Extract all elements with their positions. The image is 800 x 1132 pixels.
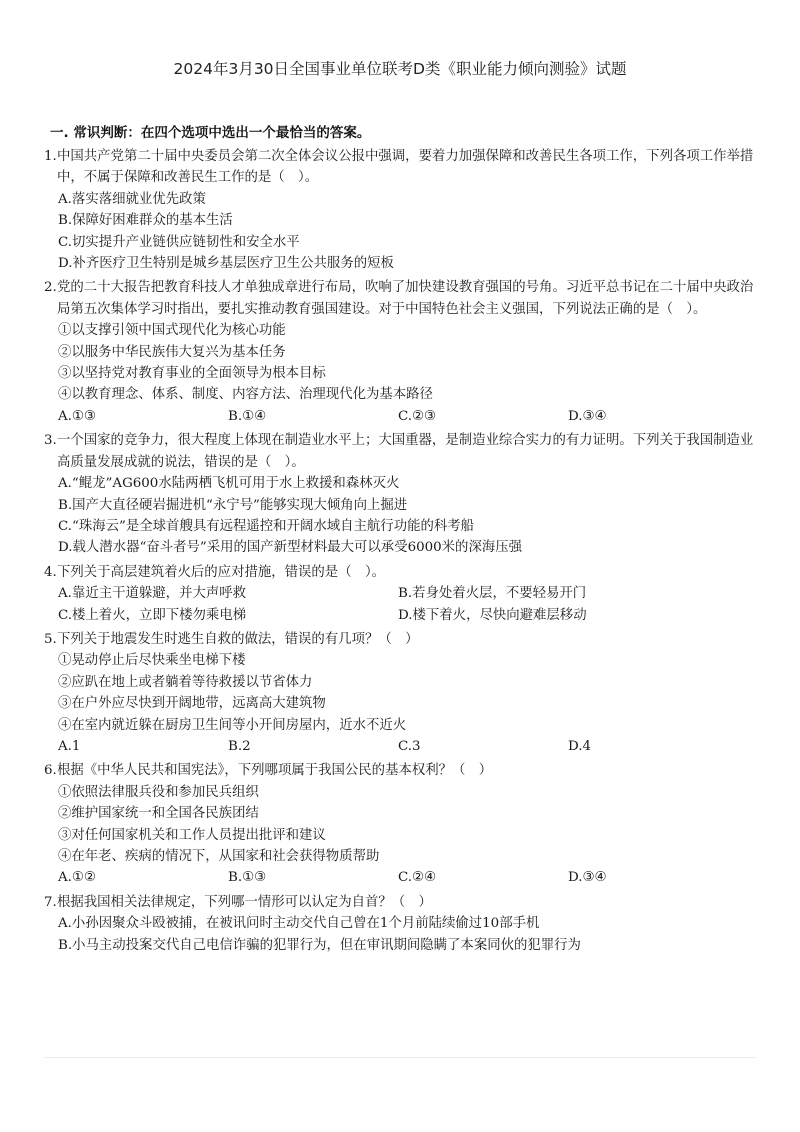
option-c: C.楼上着火，立即下楼勿乘电梯 [58, 607, 247, 623]
statement-2: ②以服务中华民族伟大复兴为基本任务 [58, 344, 286, 360]
statement-1: ①以支撑引领中国式现代化为核心功能 [58, 323, 286, 339]
question-3 [44, 430, 766, 558]
question-7 [44, 892, 766, 956]
question-stem: 中国共产党第二十届中央委员会第二次全体会议公报中强调，要着力加强保障和改善民生各项工作，下列各项工作举措中，不属于保障和改善民生工作的是（ ）。 [57, 149, 754, 186]
option-c: C.3 [398, 738, 421, 754]
statement-2: ②应趴在地上或者躺着等待救援以节省体力 [58, 674, 313, 690]
option-a: A.落实落细就业优先政策 [58, 191, 206, 207]
question-number: 4. [44, 564, 57, 580]
question-2 [44, 277, 766, 427]
page-divider [44, 1057, 756, 1058]
option-c: C.“珠海云”是全球首艘具有远程遥控和开阔水域自主航行功能的科考船 [58, 518, 475, 534]
option-b: B.保障好困难群众的基本生活 [58, 213, 233, 229]
question-stem: 下列关于地震发生时逃生自救的做法，错误的有几项？（ ） [57, 631, 419, 647]
option-b: B.①④ [228, 408, 267, 424]
option-d: D.载人潜水器“奋斗者号”采用的国产新型材料最大可以承受6000米的深海压强 [58, 540, 523, 556]
option-d: D.楼下着火，尽快向避难层移动 [398, 607, 587, 623]
section-title: 一. 常识判断：在四个选项中选出一个最恰当的答案。 [50, 125, 371, 141]
question-stem: 一个国家的竞争力，很大程度上体现在制造业水平上；大国重器，是制造业综合实力的有力证明。下列关于我国制造业高质量发展成就的说法，错误的是（ ）。 [57, 433, 754, 470]
question-number: 5. [44, 631, 57, 647]
question-number: 2. [44, 280, 57, 296]
option-b: B.国产大直径硬岩掘进机“永宁号”能够实现大倾角向上掘进 [58, 497, 408, 513]
question-6 [44, 760, 766, 888]
question-number: 1. [44, 149, 57, 164]
question-list [44, 146, 766, 959]
statement-4: ④以教育理念、体系、制度、内容方法、治理现代化为基本路径 [58, 387, 433, 403]
question-stem: 党的二十大报告把教育科技人才单独成章进行布局，吹响了加快建设教育强国的号角。习近平总书记在二十届中央政治局第五次集体学习时指出，要扎实推动教育强国建设。对于中国特色社会主义强国，下列说法正确的是（ ）。 [57, 280, 754, 317]
option-b: B.若身处着火层，不要轻易开门 [398, 586, 587, 602]
statement-2: ②维护国家统一和全国各民族团结 [58, 806, 259, 822]
question-stem: 根据《中华人民共和国宪法》，下列哪项属于我国公民的基本权利？（ ） [57, 763, 493, 779]
option-c: C.切实提升产业链供应链韧性和安全水平 [58, 234, 300, 250]
option-a: A.“鲲龙”AG600水陆两栖飞机可用于水上救援和森林灭火 [58, 476, 400, 492]
question-1 [44, 146, 766, 274]
statement-3: ③以坚持党对教育事业的全面领导为根本目标 [58, 366, 326, 382]
option-a: A.①② [58, 870, 96, 886]
statement-3: ③在户外应尽快到开阔地带，远离高大建筑物 [58, 696, 326, 712]
option-b: B.小马主动投案交代自己电信诈骗的犯罪行为，但在审讯期间隐瞒了本案同伙的犯罪行为 [58, 937, 581, 953]
statement-1: ①晃动停止后尽快乘坐电梯下楼 [58, 653, 246, 669]
option-d: D.③④ [568, 408, 607, 424]
option-b: B.①③ [228, 870, 267, 886]
option-a: A.小孙因聚众斗殴被捕，在被讯问时主动交代自己曾在1个月前陆续偷过10部手机 [58, 916, 540, 932]
statement-1: ①依照法律服兵役和参加民兵组织 [58, 784, 259, 800]
statement-4: ④在室内就近躲在厨房卫生间等小开间房屋内，近水不近火 [58, 717, 407, 733]
option-a: A.1 [58, 738, 81, 754]
option-c: C.②③ [398, 408, 437, 424]
option-b: B.2 [228, 738, 251, 754]
option-a: A.靠近主干道躲避，并大声呼救 [58, 586, 247, 602]
option-d: D.补齐医疗卫生特别是城乡基层医疗卫生公共服务的短板 [58, 256, 394, 272]
question-number: 7. [44, 894, 57, 910]
option-d: D.4 [568, 738, 592, 754]
option-c: C.②④ [398, 870, 437, 886]
statement-4: ④在年老、疾病的情况下，从国家和社会获得物质帮助 [58, 849, 380, 864]
exam-title: 2024年3月30日全国事业单位联考D类《职业能力倾向测验》试题 [173, 60, 627, 78]
question-5 [44, 629, 766, 757]
question-stem: 根据我国相关法律规定，下列哪一情形可以认定为自首？（ ） [57, 894, 432, 910]
question-number: 3. [44, 433, 57, 449]
option-d: D.③④ [568, 870, 607, 886]
question-number: 6. [44, 763, 57, 779]
question-stem: 下列关于高层建筑着火后的应对措施，错误的是（ ）。 [57, 564, 386, 580]
option-a: A.①③ [58, 408, 96, 424]
question-4 [44, 562, 766, 626]
statement-3: ③对任何国家机关和工作人员提出批评和建议 [58, 827, 326, 843]
